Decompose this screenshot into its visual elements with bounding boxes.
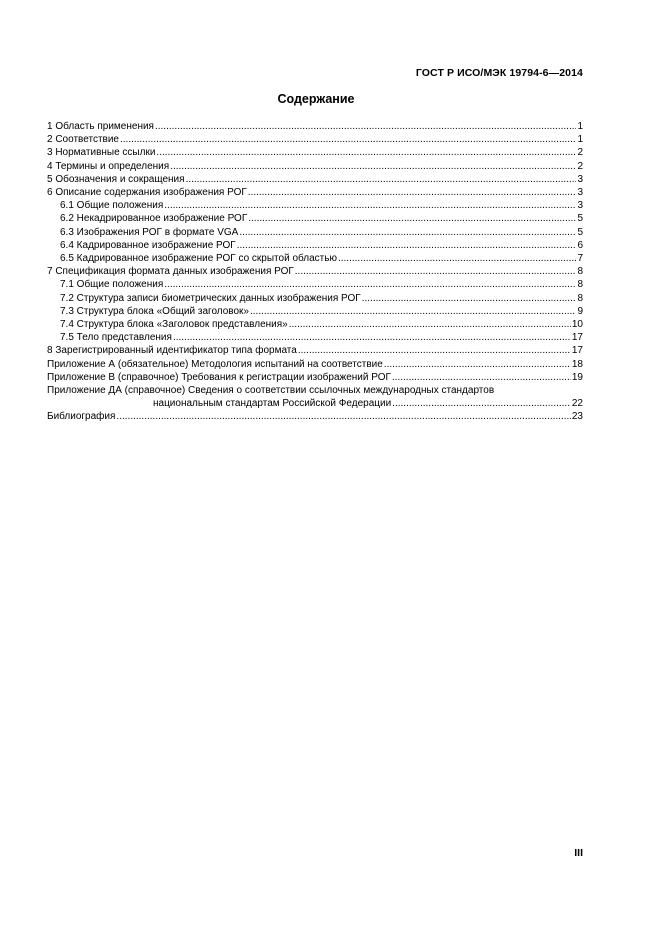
leader-dots [298, 344, 571, 357]
leader-dots [116, 410, 570, 423]
toc-entry-page: 3 [577, 173, 583, 185]
toc-entry[interactable] [47, 371, 583, 384]
toc-entry-page: 9 [577, 305, 583, 317]
leader-dots [170, 160, 576, 173]
toc-entry-page: 22 [571, 398, 583, 410]
leader-dots [384, 358, 571, 371]
toc-entry[interactable] [47, 120, 583, 133]
toc-entry-label: Библиография [47, 411, 116, 423]
leader-dots [392, 371, 571, 384]
leader-dots [295, 265, 577, 278]
toc-entry-page: 23 [571, 411, 583, 423]
toc-entry-label: 7.1 Общие положения [60, 279, 164, 291]
toc-entry-label: 6.1 Общие положения [60, 200, 164, 212]
toc-entry[interactable] [47, 226, 583, 239]
leader-dots [362, 292, 577, 305]
toc-entry-page: 5 [577, 213, 583, 225]
toc-entry-label: национальным стандартам Российской Федерации [153, 398, 392, 410]
toc-entry-page: 6 [577, 239, 583, 251]
leader-dots [237, 239, 577, 252]
toc-entry-label: Приложение ДА (справочное) Сведения о соответствии ссылочных международных стандартов [47, 385, 495, 397]
toc-entry-page: 1 [577, 121, 583, 132]
toc-entry-page: 8 [577, 292, 583, 304]
toc-entry-page: 7 [577, 253, 583, 265]
leader-dots [164, 278, 576, 291]
toc-entry[interactable] [47, 173, 583, 186]
toc-entry-label: 6 Описание содержания изображения РОГ [47, 187, 247, 199]
toc-entry[interactable] [47, 160, 583, 173]
leader-dots [186, 173, 577, 186]
toc-entry[interactable] [47, 292, 583, 305]
toc-entry-label: 8 Зарегистрированный идентификатор типа формата [47, 345, 297, 357]
toc-entry[interactable] [47, 278, 583, 291]
toc-entry-label: 1 Область применения [47, 121, 154, 132]
toc-entry-page: 1 [577, 134, 583, 146]
leader-dots [155, 120, 576, 133]
toc-entry-label: 6.3 Изображения РОГ в формате VGA [60, 226, 239, 238]
toc-entry-page: 10 [571, 319, 583, 331]
toc-entry[interactable] [47, 410, 583, 423]
leader-dots [392, 397, 571, 410]
toc-entry-page: 8 [577, 279, 583, 291]
toc-entry[interactable] [47, 305, 583, 318]
page-title: Содержание [277, 92, 355, 106]
toc-entry-label: Приложение А (обязательное) Методология испытаний на соответствие [47, 358, 383, 370]
toc-entry-label: 7.2 Структура записи биометрических данных изображения РОГ [60, 292, 361, 304]
toc-entry[interactable] [47, 318, 583, 331]
toc-entry-label: 7.3 Структура блока «Общий заголовок» [60, 305, 249, 317]
toc-entry-continuation [47, 397, 583, 410]
toc-entry-label: 7.5 Тело представления [60, 332, 172, 344]
toc-entry-page: 3 [577, 187, 583, 199]
toc-entry-label: 3 Нормативные ссылки [47, 147, 156, 159]
leader-dots [338, 252, 576, 265]
leader-dots [250, 305, 576, 318]
toc-entry-page: 17 [571, 345, 583, 357]
toc-entry-label: 7 Спецификация формата данных изображения РОГ [47, 266, 294, 278]
toc-entry[interactable] [47, 212, 583, 225]
table-of-contents [47, 120, 583, 424]
toc-entry[interactable] [47, 133, 583, 146]
toc-entry[interactable] [47, 239, 583, 252]
toc-entry-label: 2 Соответствие [47, 134, 119, 146]
toc-entry-label: 6.4 Кадрированное изображение РОГ [60, 239, 236, 251]
leader-dots [248, 186, 577, 199]
toc-entry[interactable] [47, 331, 583, 344]
toc-entry-page: 17 [571, 332, 583, 344]
toc-entry[interactable] [47, 186, 583, 199]
toc-entry[interactable] [47, 199, 583, 212]
leader-dots [164, 199, 576, 212]
toc-entry-label: 7.4 Структура блока «Заголовок представления» [60, 319, 288, 331]
toc-entry[interactable] [47, 252, 583, 265]
toc-entry-page: 2 [577, 147, 583, 159]
toc-entry[interactable] [47, 265, 583, 278]
toc-entry-page: 8 [577, 266, 583, 278]
toc-entry[interactable] [47, 146, 583, 159]
toc-entry-page: 2 [577, 160, 583, 172]
toc-entry[interactable] [47, 384, 583, 410]
toc-entry-page: 3 [577, 200, 583, 212]
leader-dots [120, 133, 576, 146]
leader-dots [289, 318, 571, 331]
toc-entry-label: 6.5 Кадрированное изображение РОГ со скрытой областью [60, 253, 337, 265]
leader-dots [156, 146, 576, 159]
toc-entry[interactable] [47, 344, 583, 357]
document-id: ГОСТ Р ИСО/МЭК 19794-6—2014 [415, 67, 583, 79]
toc-entry[interactable] [47, 358, 583, 371]
toc-entry-label: 5 Обозначения и сокращения [47, 173, 185, 185]
leader-dots [173, 331, 571, 344]
toc-entry-label: 4 Термины и определения [47, 160, 170, 172]
toc-entry-label: Приложение В (справочное) Требования к регистрации изображений РОГ [47, 371, 391, 383]
leader-dots [239, 226, 576, 239]
leader-dots [248, 212, 576, 225]
toc-entry-page: 5 [577, 226, 583, 238]
toc-entry-label: 6.2 Некадрированное изображение РОГ [60, 213, 248, 225]
page-number: III [574, 847, 583, 859]
toc-entry-page: 18 [571, 358, 583, 370]
toc-entry-page: 19 [571, 371, 583, 383]
